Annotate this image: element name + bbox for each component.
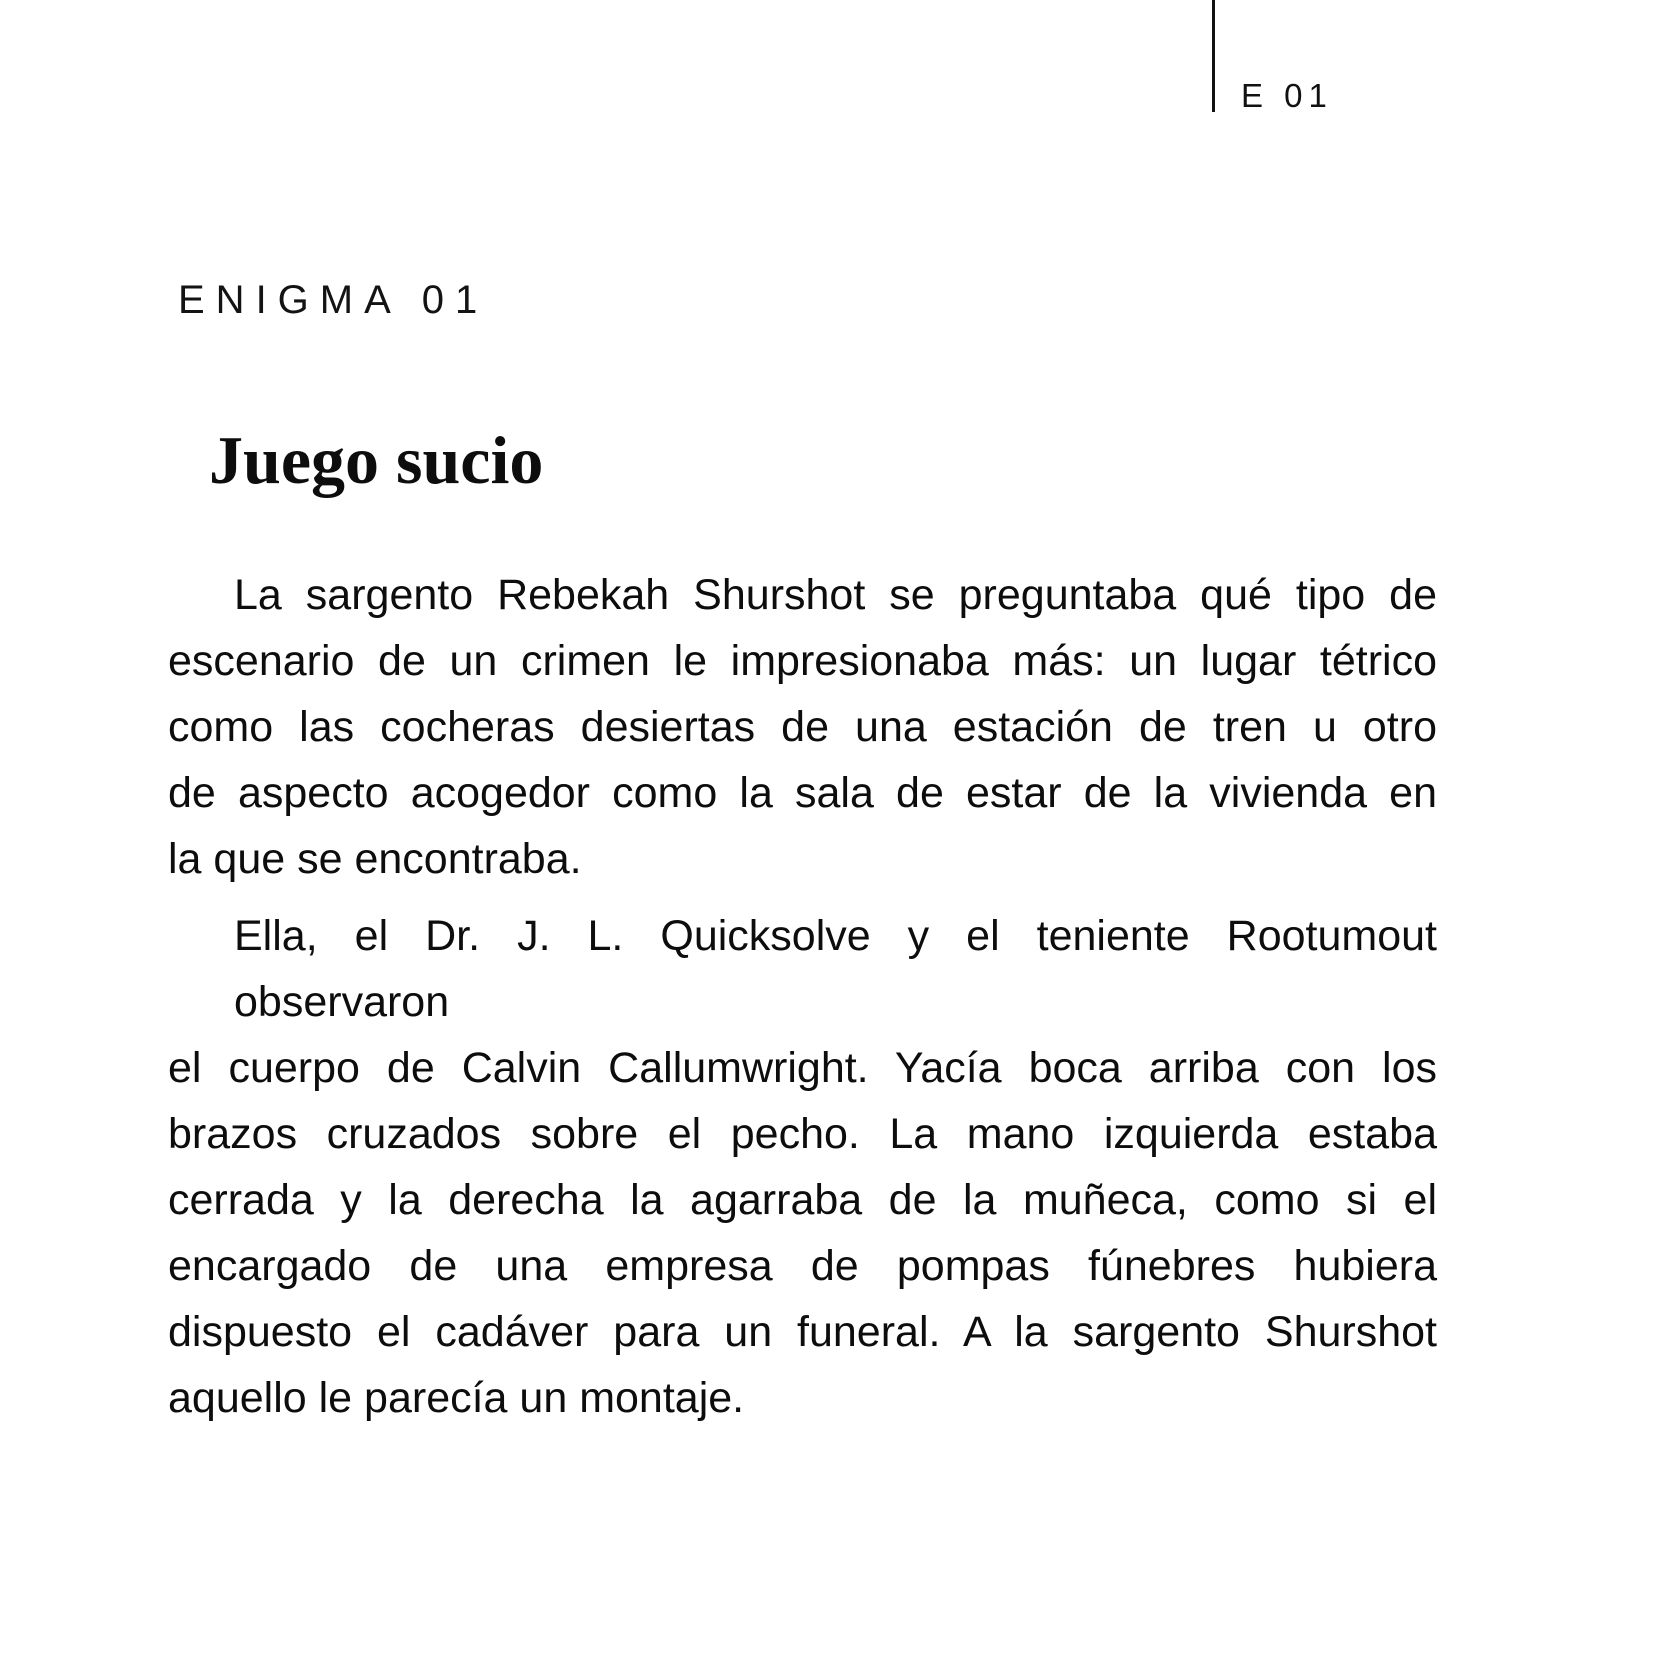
body-line: encargado de una empresa de pompas fúnebres hubiera xyxy=(168,1242,1437,1290)
body-line: la que se encontraba. xyxy=(168,835,582,883)
body-line: dispuesto el cadáver para un funeral. A la sargento Shurshot xyxy=(168,1308,1437,1356)
body-line: como las cocheras desiertas de una estación de tren u otro xyxy=(168,703,1437,751)
paragraph-1 xyxy=(168,562,1437,892)
body-line: el cuerpo de Calvin Callumwright. Yacía boca arriba con los xyxy=(168,1044,1437,1092)
body-line: La sargento Rebekah Shurshot se preguntaba qué tipo de xyxy=(234,571,1437,619)
folio-label: E 01 xyxy=(1241,77,1333,114)
story-title: Juego sucio xyxy=(209,422,544,498)
body-line: de aspecto acogedor como la sala de estar de la vivienda en xyxy=(168,769,1437,817)
body-line: escenario de un crimen le impresionaba más: un lugar tétrico xyxy=(168,637,1437,685)
chapter-kicker: ENIGMA 01 xyxy=(178,278,489,322)
body-line: aquello le parecía un montaje. xyxy=(168,1374,745,1422)
body-line: brazos cruzados sobre el pecho. La mano izquierda estaba xyxy=(168,1110,1437,1158)
paragraph-2 xyxy=(168,903,1437,1431)
story-body xyxy=(168,562,1437,1431)
folio-rule-divider xyxy=(1212,0,1215,112)
body-line: Ella, el Dr. J. L. Quicksolve y el teniente Rootumout observaron xyxy=(234,912,1437,1026)
body-line: cerrada y la derecha la agarraba de la muñeca, como si el xyxy=(168,1176,1437,1224)
